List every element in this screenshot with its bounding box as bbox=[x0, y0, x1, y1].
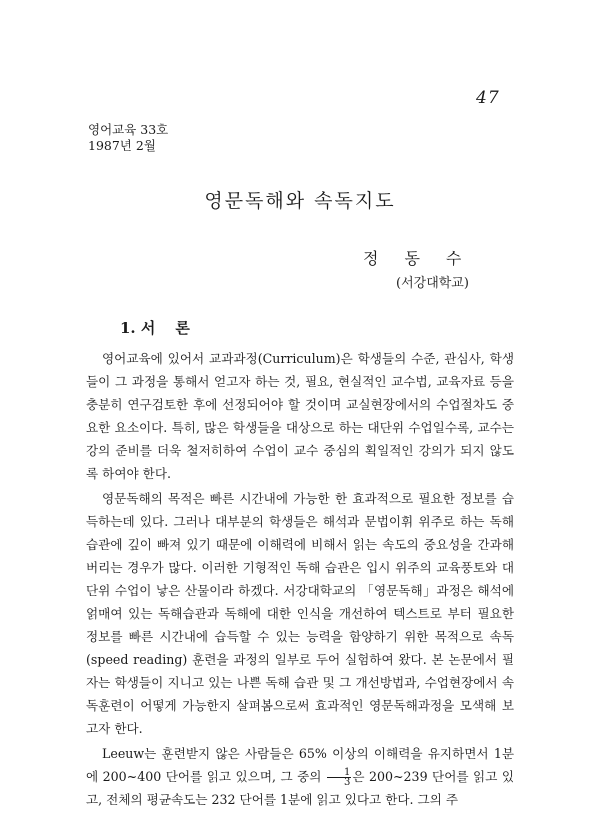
journal-date: 1987년 2월 bbox=[88, 138, 156, 153]
journal-info bbox=[88, 122, 168, 154]
journal-volume: 영어교육 33호 bbox=[88, 122, 169, 137]
paragraph-1: 영어교육에 있어서 교과과정(Curriculum)은 학생들의 수준, 관심사, 학생들이 그 과정을 통해서 얻고자 하는 것, 필요, 현실적인 교수법, 교육자료 등을 충분히 연구검토한 후에 선정되어야 할 것이며 교실현장에서의 수업절차도 중요한 요소이다. 특히, 많은 학생들을 대상으로 하는 대단위 수업일수록, 교수는 강의 준비를 더욱 철저히하여 수업이 교수 중심의 획일적인 강의가 되지 않도록 하여야 한다. bbox=[86, 351, 514, 481]
paragraph-3 bbox=[86, 742, 514, 811]
paragraph-2: 영문독해의 목적은 빠른 시간내에 가능한 한 효과적으로 필요한 정보를 습득하는데 있다. 그러나 대부분의 학생들은 해석과 문법이휘 위주로 하는 독해 습관에 깊이 빠져 있기 때문에 이해력에 비해서 읽는 속도의 중요성을 간과해 버리는 경우가 많다. 이러한 기형적인 독해 습관은 입시 위주의 교육풍토와 대단위 수업이 낳은 산물이라 하겠다. 서강대학교의 「영문독해」과정은 해석에 얽매여 있는 독해습관과 독해에 대한 인식을 개선하여 텍스트로 부터 필요한 정보를 빠른 시간내에 습득할 수 있는 능력을 함양하기 위한 목적으로 속독(speed reading) 훈련을 과정의 일부로 두어 실험하여 왔다. 본 논문에서 필자는 학생들이 지니고 있는 나쁜 독해 습관 및 그 개선방법과, 수업현장에서 속독훈련이 어떻게 가능한지 살펴봄으로써 효과적인 영문독해과정을 모색해 보고자 한다. bbox=[86, 491, 514, 736]
fraction-denominator: 3 bbox=[343, 777, 351, 788]
fraction-numerator: 1 bbox=[327, 768, 351, 778]
section-number: 1. bbox=[120, 319, 136, 337]
paragraph-3-end: 은 200~239 단어를 읽고 있고, 전체의 평균속도는 232 단어를 1분에 읽고 있다고 한다. 그의 주 bbox=[86, 769, 514, 807]
section-title: 서론 bbox=[140, 319, 210, 337]
author-name: 정동수 bbox=[363, 249, 488, 268]
section-heading bbox=[120, 317, 210, 338]
page-number: 47 bbox=[476, 88, 500, 108]
body-text bbox=[86, 347, 514, 811]
fraction bbox=[327, 768, 351, 787]
author-affiliation: (서강대학교) bbox=[396, 276, 469, 291]
paper-title: 영문독해와 속독지도 bbox=[204, 190, 396, 212]
paragraph-3-start: Leeuw는 훈련받지 않은 사람들은 65% 이상의 이해력을 유지하면서 1분에 200~400 단어를 읽고 있으며, 그 중의 bbox=[86, 746, 514, 784]
